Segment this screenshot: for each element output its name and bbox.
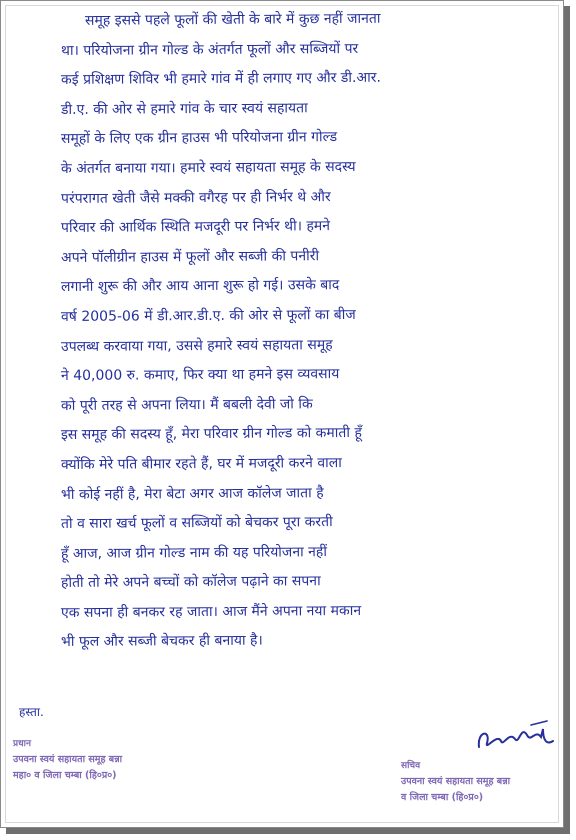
letter-line: ने 40,000 रु. कमाए, फिर क्या था हमने इस व्यवसाय: [60, 366, 340, 385]
letter-line: को पूरी तरह से अपना लिया। मैं बबली देवी जो कि: [60, 395, 313, 414]
letter-line: परिवार की आर्थिक स्थिति मजदूरी पर निर्भर थी। हमने: [60, 218, 331, 237]
letter-line: वर्ष 2005-06 में डी.आर.डी.ए. की ओर से फूलों का बीज: [60, 306, 356, 325]
letter-line: इस समूह की सदस्य हूँ, मेरा परिवार ग्रीन गोल्ड को कमाती हूँ: [60, 425, 362, 444]
letter-line: के अंतर्गत बनाया गया। हमारे स्वयं सहायता समूह के सदस्य: [60, 158, 356, 177]
letter-line: भी फूल और सब्जी बेचकर ही बनाया है।: [60, 633, 263, 651]
letter-line: लगानी शुरू की और आय आना शुरू हो गई। उसके बाद: [60, 277, 340, 296]
margin-note: हस्ता.: [19, 705, 44, 719]
letter-line: उपलब्ध करवाया गया, उससे हमारे स्वयं सहायता समूह: [60, 336, 333, 355]
handwritten-signature: [471, 711, 561, 761]
letter-line: समूहों के लिए एक ग्रीन हाउस भी परियोजना ग्रीन गोल्ड: [60, 129, 338, 148]
stamp-president: [13, 736, 163, 781]
letter-line: परंपरागत खेती जैसे मक्की वगैरह पर ही निर्भर थे और: [60, 188, 331, 207]
letter-line: तो व सारा खर्च फूलों व सब्जियों को बेचकर पूरा करती: [60, 514, 333, 533]
stamp-secretary: [401, 758, 561, 803]
letter-line: अपने पॉलीग्रीन हाउस में फूलों और सब्जी की पनीरी: [60, 247, 320, 266]
letter-line: हूँ आज, आज ग्रीन गोल्ड नाम की यह परियोजना नहीं: [60, 543, 328, 562]
stamp-line: उपवना स्वयं सहायता समूह बन्ना: [401, 776, 511, 787]
letter-line: कई प्रशिक्षण शिविर भी हमारे गांव में ही लगाए गए और डी.आर.: [60, 69, 381, 89]
stamp-label: सचिव: [401, 761, 421, 771]
letter-line: एक सपना ही बनकर रह जाता। आज मैंने अपना नया मकान: [60, 602, 362, 621]
letter-line: समूह इससे पहले फूलों की खेती के बारे में कुछ नहीं जानता: [84, 10, 381, 29]
stamp-label: प्रधान: [13, 739, 31, 749]
stamp-line: महा० व जिला चम्बा (हि०प्र०): [13, 770, 117, 781]
letter-line: क्योंकि मेरे पति बीमार रहते हैं, घर में मजदूरी करने वाला: [60, 454, 342, 473]
letter-line: डी.ए. की ओर से हमारे गांव के चार स्वयं सहायता: [60, 100, 308, 118]
stamp-line: उपवना स्वयं सहायता समूह बन्ना: [13, 754, 123, 765]
letter-line: होती तो मेरे अपने बच्चों को कॉलेज पढ़ाने का सपना: [60, 573, 321, 592]
stamp-line: व जिला चम्बा (हि०प्र०): [401, 792, 484, 803]
letter-line: था। परियोजना ग्रीन गोल्ड के अंतर्गत फूलों और सब्जियों पर: [60, 40, 359, 59]
letter-line: भी कोई नहीं है, मेरा बेटा अगर आज कॉलेज जाता है: [60, 484, 324, 503]
handwritten-letter: [61, 7, 561, 658]
